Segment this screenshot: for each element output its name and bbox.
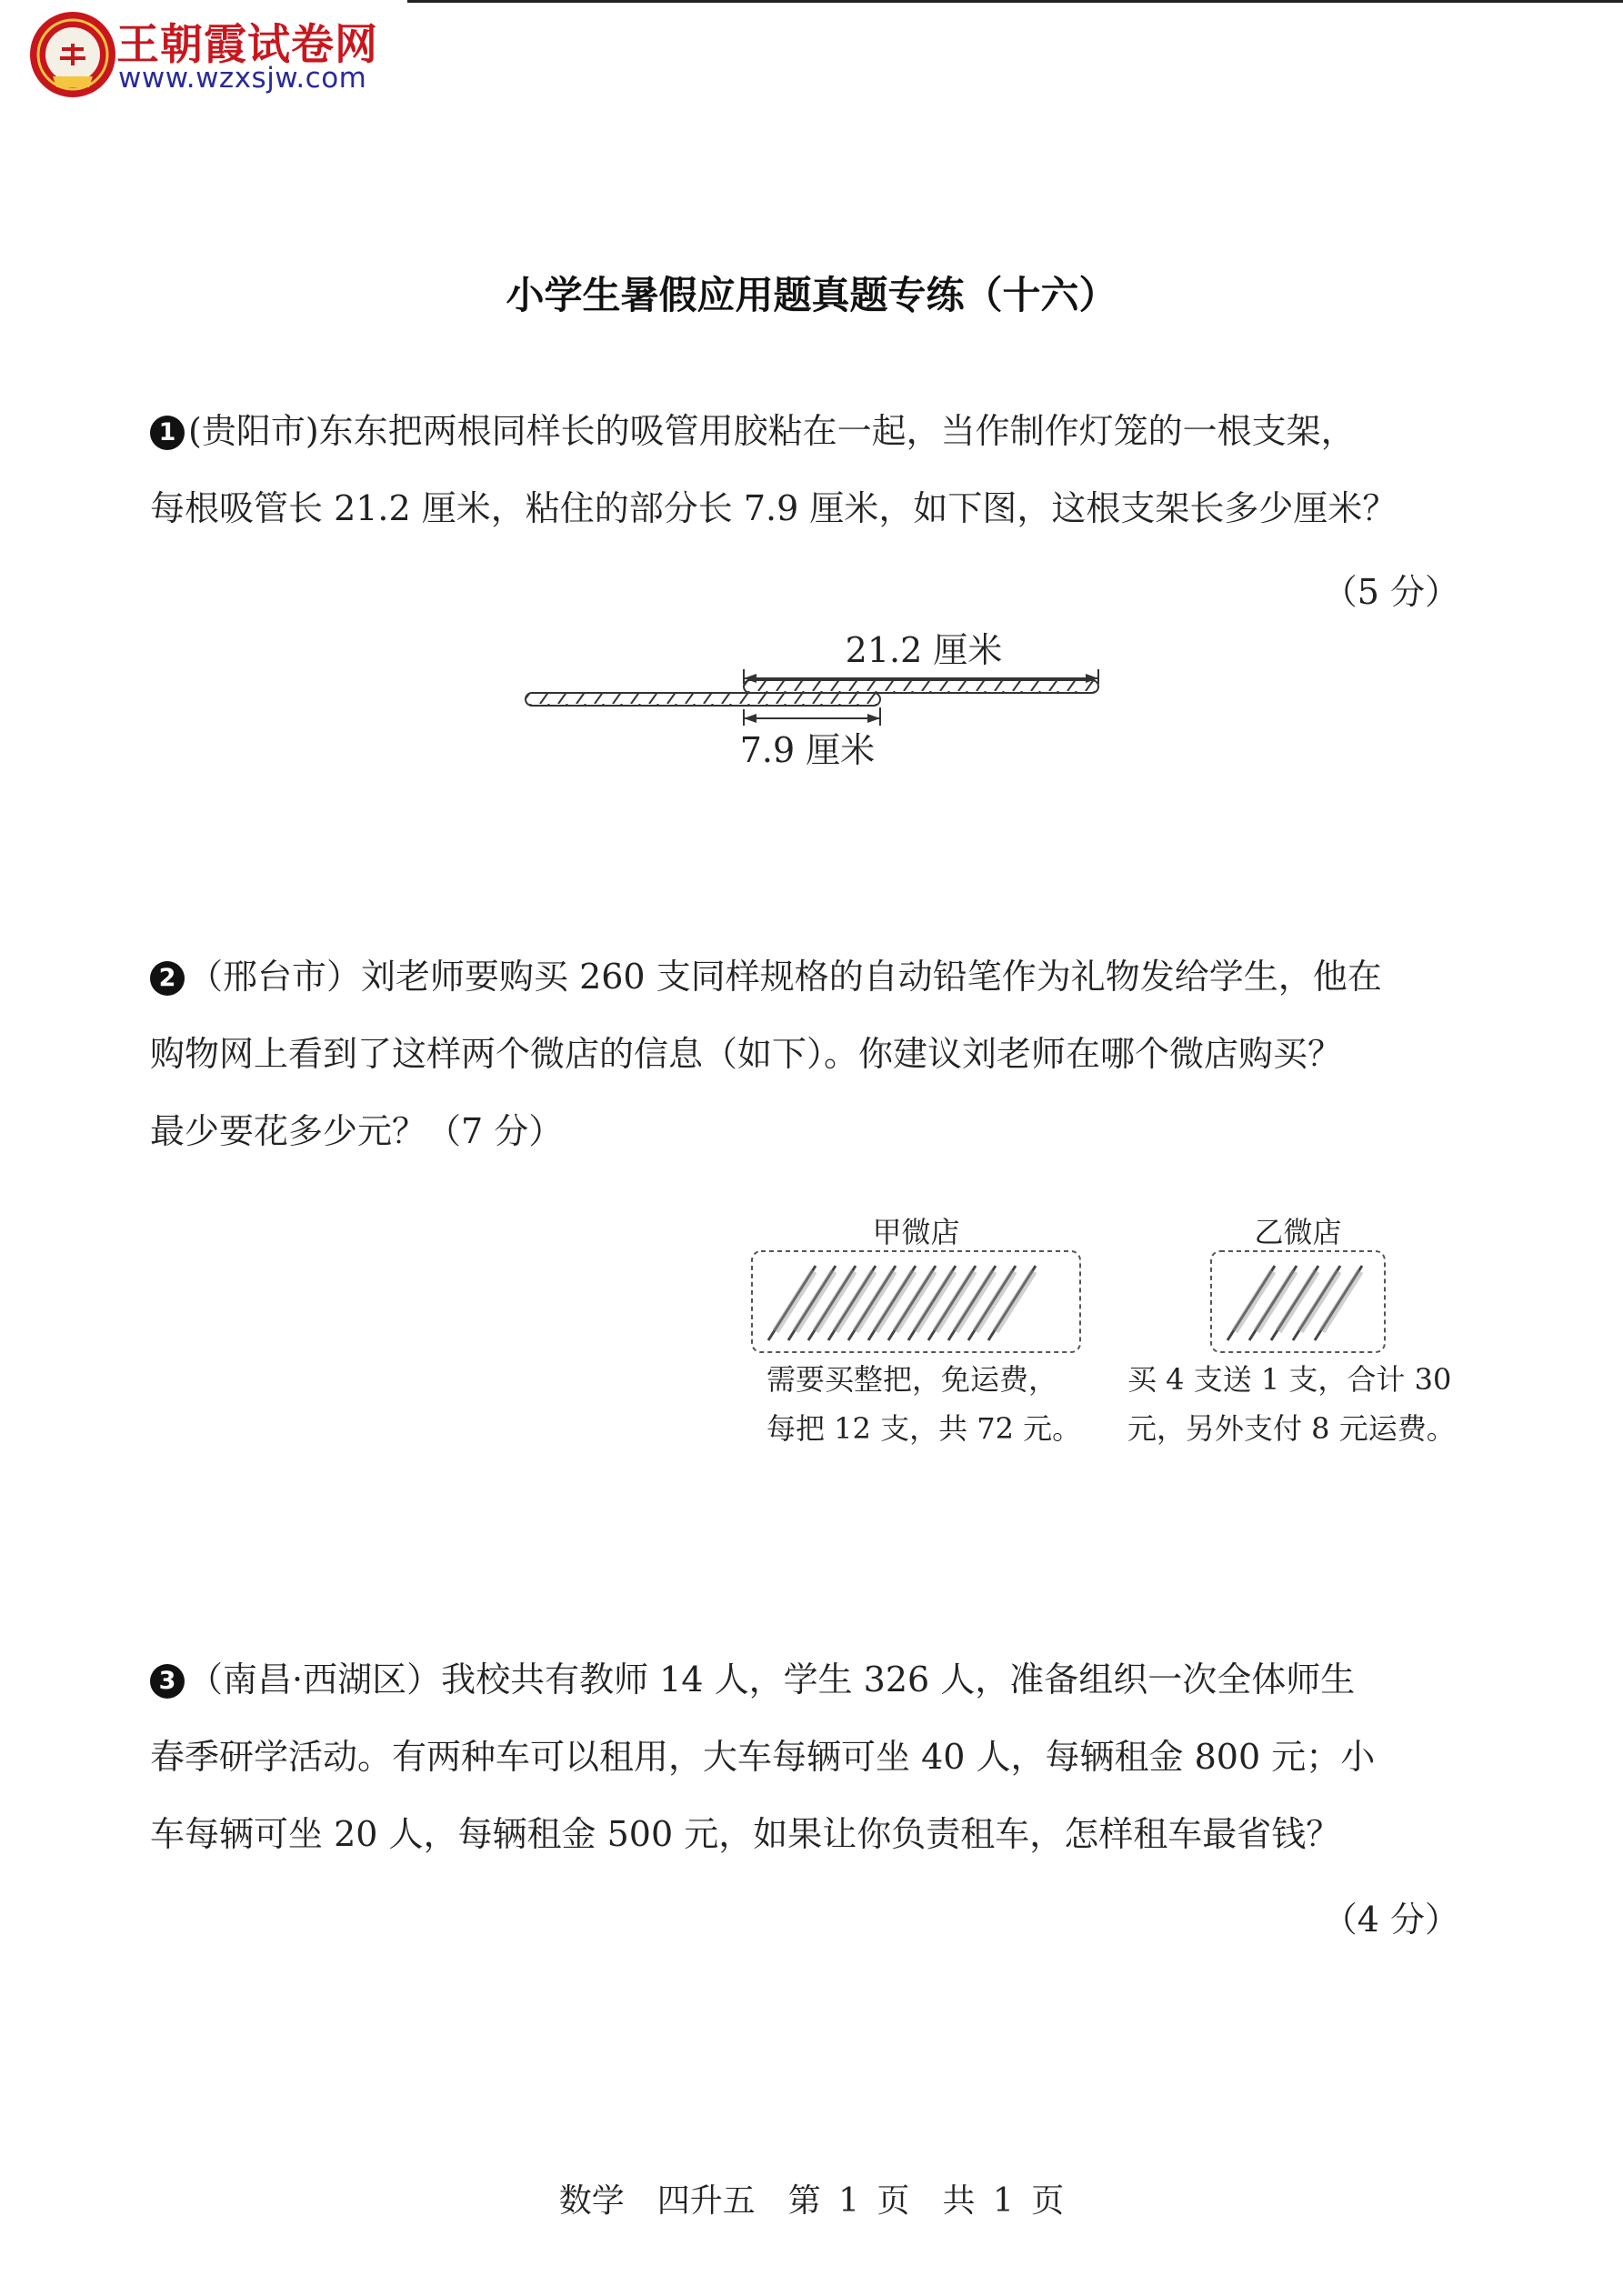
question-3-line-3: 车每辆可坐 20 人，每辆租金 500 元，如果让你负责租车，怎样租车最省钱？ <box>150 1814 1341 1854</box>
question-3-line-1: 3 （南昌·西湖区）我校共有教师 14 人，学生 326 人，准备组织一次全体师生 <box>150 1641 1478 1719</box>
question-1-line-2: 每根吸管长 21.2 厘米，粘住的部分长 7.9 厘米，如下图，这根支架长多少厘米？ <box>150 488 1398 528</box>
shop-b-description <box>1127 1355 1491 1453</box>
question-2-line-2: 购物网上看到了这样两个微店的信息（如下）。你建议刘老师在哪个微店购买？ <box>150 1034 1343 1074</box>
question-number-badge: 1 <box>150 416 185 450</box>
shop-b-desc-line-2: 元，另外支付 8 元运费。 <box>1127 1411 1456 1446</box>
question-number-badge: 2 <box>150 961 185 996</box>
lower-straw <box>526 693 880 706</box>
straw-diagram <box>518 627 1109 782</box>
shop-a-pencils-image <box>750 1249 1082 1354</box>
question-2-line-3: 最少要花多少元？（7 分） <box>150 1111 564 1151</box>
question-2 <box>150 938 1478 1170</box>
page-footer: 数学 四升五 第 1 页 共 1 页 <box>558 2182 1065 2220</box>
shop-a-description <box>766 1355 1103 1453</box>
shop-b-name: 乙微店 <box>1254 1215 1342 1249</box>
shop-b-pencils-image <box>1209 1249 1387 1354</box>
question-3-line-2: 春季研学活动。有两种车可以租用，大车每辆可坐 40 人，每辆租金 800 元；小 <box>150 1737 1376 1777</box>
question-number-badge: 3 <box>150 1664 185 1699</box>
overlap-length-label: 7.9 厘米 <box>739 730 876 770</box>
page-title: 小学生暑假应用题真题专练（十六） <box>506 273 1117 317</box>
question-2-line-1: 2 （邢台市）刘老师要购买 260 支同样规格的自动铅笔作为礼物发给学生，他在 <box>150 938 1478 1016</box>
shop-a-name: 甲微店 <box>872 1215 960 1249</box>
upper-straw <box>744 680 1098 693</box>
header-rule <box>407 0 1623 3</box>
seal-logo-icon <box>27 9 118 100</box>
question-1 <box>150 393 1478 547</box>
shop-a-desc-line-1: 需要买整把，免运费， <box>766 1362 1058 1397</box>
brand-name: 王朝霞试卷网 <box>116 20 378 70</box>
question-3 <box>150 1641 1478 1873</box>
brand-url: www.wzxsjw.com <box>118 62 367 95</box>
shop-a-desc-line-2: 每把 12 支，共 72 元。 <box>766 1411 1082 1446</box>
question-1-score: （5 分） <box>1322 572 1459 612</box>
shop-b-desc-line-1: 买 4 支送 1 支，合计 30 <box>1127 1362 1452 1397</box>
question-1-line-1: 1 (贵阳市)东东把两根同样长的吸管用胶粘在一起，当作制作灯笼的一根支架， <box>150 393 1478 470</box>
top-length-label: 21.2 厘米 <box>845 630 1003 670</box>
question-3-score: （4 分） <box>1322 1900 1459 1940</box>
